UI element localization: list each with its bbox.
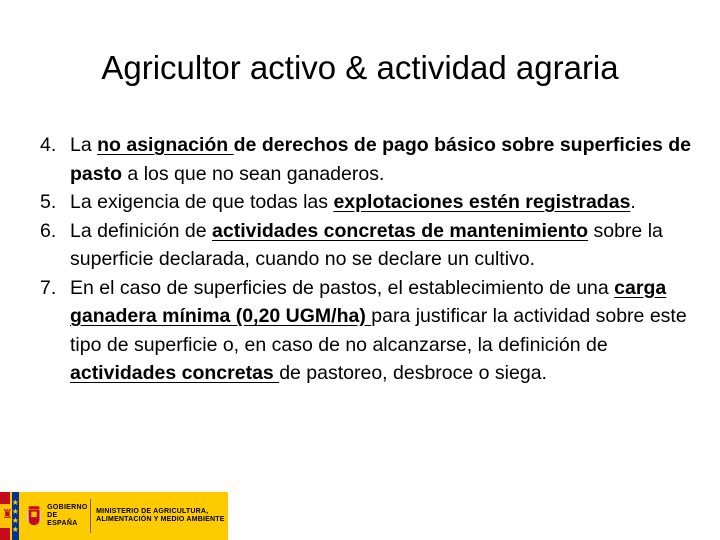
text-segment: carga ganadera mínima (0,20 UGM/ha) bbox=[70, 276, 667, 327]
item-text bbox=[70, 188, 700, 217]
slide-title: Agricultor activo & actividad agraria bbox=[101, 49, 619, 86]
text-segment: . bbox=[630, 191, 636, 213]
text-segment: sobre la superficie declarada, cuando no se declare un cultivo. bbox=[70, 219, 663, 270]
text-segment: no asignación bbox=[97, 134, 234, 156]
text-segment: La definición de bbox=[70, 219, 213, 242]
text-segment: de pastoreo, desbroce o siega. bbox=[279, 362, 547, 384]
item-number: 5. bbox=[40, 191, 57, 213]
coat-of-arms-icon bbox=[27, 498, 41, 534]
text-segment: de derechos de pago básico sobre superficies de pasto bbox=[70, 134, 691, 185]
text-segment: actividades concretas bbox=[70, 362, 280, 384]
text-segment: La exigencia de que todas las bbox=[70, 191, 334, 213]
text-segment: a los que no sean ganaderos. bbox=[122, 162, 385, 185]
text-segment: actividades concretas de mantenimiento bbox=[212, 219, 589, 242]
logo-divider bbox=[90, 499, 91, 533]
list-item bbox=[40, 188, 700, 217]
item-number: 6. bbox=[40, 219, 57, 242]
eu-stars-icon: ★ ★ ★ ★ bbox=[12, 492, 19, 540]
text-segment: La bbox=[70, 134, 98, 156]
item-number: 4. bbox=[40, 134, 57, 156]
text-segment: explotaciones estén registradas bbox=[333, 191, 631, 213]
item-text bbox=[70, 217, 700, 274]
government-label: GOBIERNO DE ESPAÑA bbox=[47, 504, 88, 527]
numbered-list bbox=[40, 131, 700, 388]
ministry-label: MINISTERIO DE AGRICULTURA, ALIMENTACIÓN Y MEDIO AMBIENTE bbox=[96, 508, 225, 523]
list-item bbox=[40, 274, 700, 388]
text-segment: para justificar la actividad sobre este tipo de superficie o, en caso de no alcanzarse, la definición de bbox=[70, 305, 687, 356]
item-text bbox=[70, 131, 700, 188]
list-item bbox=[40, 217, 700, 274]
text-segment: En el caso de superficies de pastos, el establecimiento de una bbox=[70, 276, 615, 299]
government-logo-bar bbox=[0, 492, 228, 540]
item-text bbox=[70, 274, 700, 388]
spain-flag-icon: ♜ bbox=[0, 492, 10, 540]
item-number: 7. bbox=[40, 276, 57, 299]
list-item bbox=[40, 131, 700, 188]
